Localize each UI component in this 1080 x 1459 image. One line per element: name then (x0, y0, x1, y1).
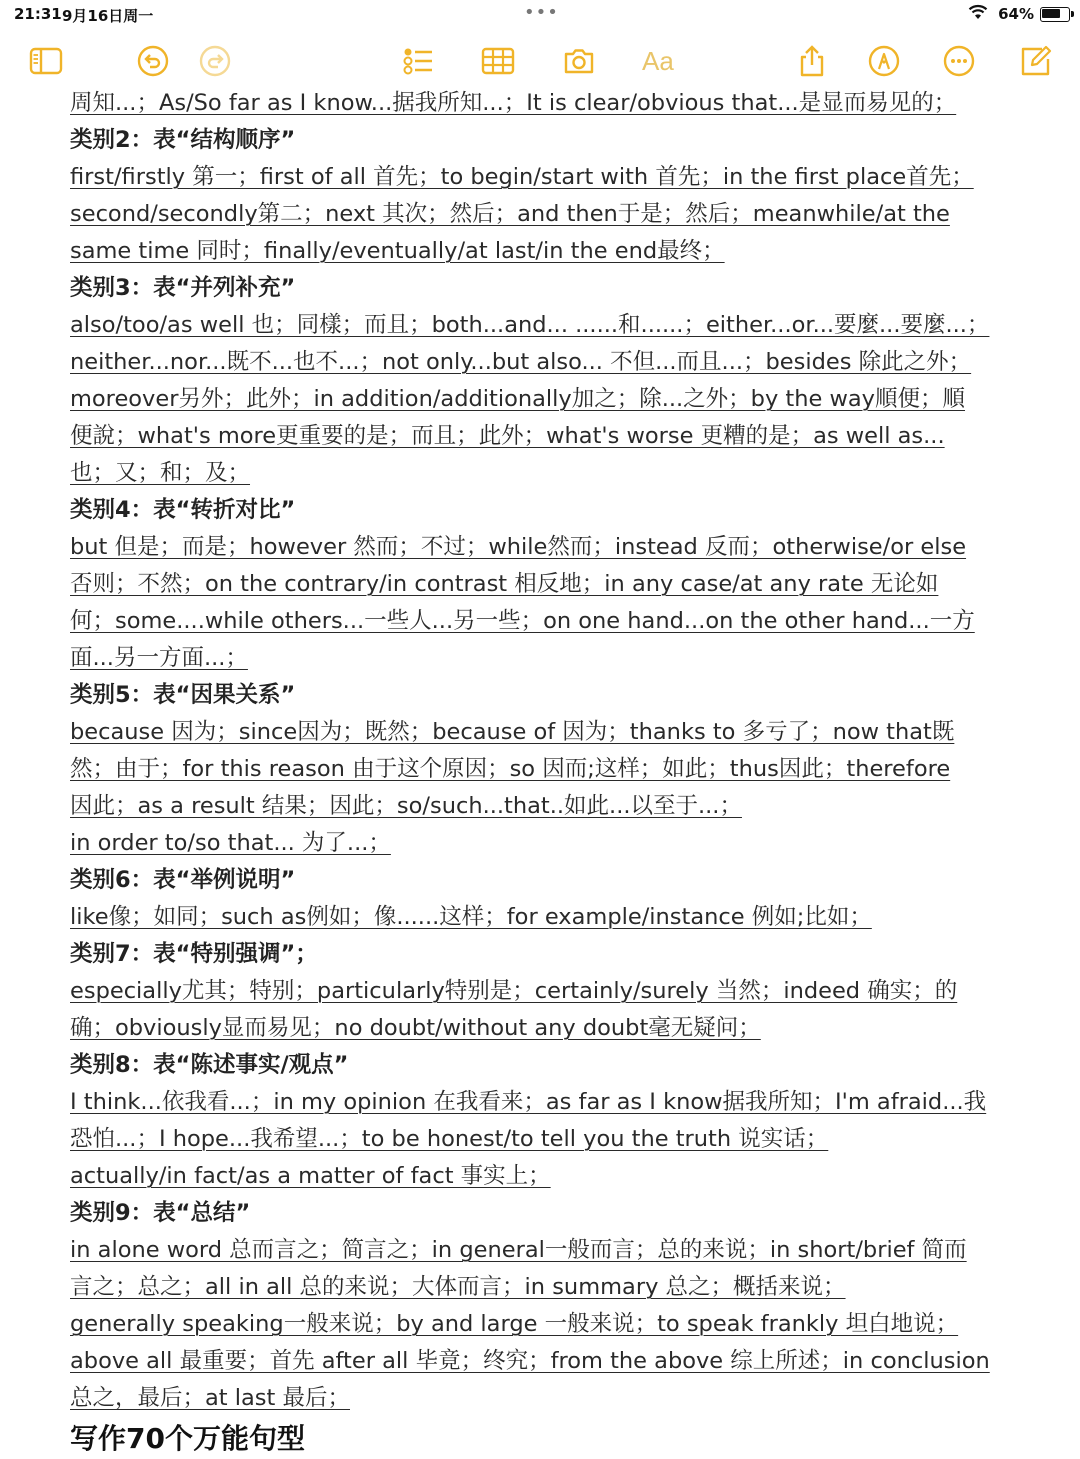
note-line: actually/in fact/as a matter of fact 事实上； (70, 1163, 551, 1189)
status-time: 21:31 (14, 5, 62, 23)
redo-icon[interactable] (198, 44, 232, 78)
note-line: 否则；不然；on the contrary/in contrast 相反地；in any case/at any rate 无论如 (70, 571, 939, 597)
note-line: moreover另外；此外；in addition/additionally加之；除...之外；by the way順便；順 (70, 386, 966, 412)
markup-pen-icon[interactable] (867, 44, 901, 78)
battery-percent: 64% (998, 5, 1034, 23)
status-bar (0, 0, 1080, 28)
category-heading: 类别8：表“陈述事实/观点” (70, 1052, 349, 1078)
note-line: also/too/as well 也；同樣；而且；both...and... ......和......；either...or...要麼...要麼...； (70, 312, 990, 338)
note-body[interactable] (70, 85, 1020, 1459)
sidebar-toggle-icon[interactable] (29, 44, 63, 78)
text-format-icon[interactable]: Aa (642, 46, 674, 76)
camera-icon[interactable] (562, 44, 596, 78)
note-line: second/secondly第二；next 其次；然后；and then于是；然后；meanwhile/at the (70, 201, 950, 227)
battery-icon (1040, 7, 1070, 22)
note-line: especially尤其；特别；particularly特别是；certainly/surely 当然；indeed 确实；的 (70, 978, 958, 1004)
note-line: 言之；总之；all in all 总的来说；大体而言；in summary 总之；概括来说； (70, 1274, 846, 1300)
category-heading: 类别3：表“并列补充” (70, 275, 296, 301)
more-options-icon[interactable] (942, 44, 976, 78)
category-heading: 类别9：表“总结” (70, 1200, 251, 1226)
compose-icon[interactable] (1018, 44, 1052, 78)
category-heading: 类别2：表“结构顺序” (70, 127, 296, 153)
note-line: because 因为；since因为；既然；because of 因为；thanks to 多亏了；now that既 (70, 719, 955, 745)
table-icon[interactable] (481, 44, 515, 78)
note-line: 面...另一方面...； (70, 645, 248, 671)
note-line: 周知...；As/So far as I know...据我所知...；It is clear/obvious that...是显而易见的； (70, 90, 957, 116)
note-line: like像；如同；such as例如；像......这样；for example/instance 例如;比如； (70, 904, 872, 930)
multitasking-dots-icon[interactable]: ••• (524, 2, 559, 23)
note-line: neither...nor...既不...也不...；not only...but also... 不但...而且...；besides 除此之外； (70, 349, 972, 375)
checklist-icon[interactable] (401, 44, 435, 78)
notes-toolbar (0, 36, 1080, 84)
note-line: same time 同时；finally/eventually/at last/in the end最终； (70, 238, 725, 264)
note-line: 何；some....while others...一些人...另一些；on one hand...on the other hand...一方 (70, 608, 975, 634)
undo-icon[interactable] (136, 44, 170, 78)
note-line: but 但是；而是；however 然而；不过；while然而；instead 反而；otherwise/or else (70, 534, 967, 560)
note-line: 便說；what's more更重要的是；而且；此外；what's worse 更糟的是；as well as... (70, 423, 945, 449)
note-line: generally speaking一般来说；by and large 一般来说；to speak frankly 坦白地说； (70, 1311, 959, 1337)
note-line: in order to/so that... 为了...； (70, 830, 391, 856)
wifi-icon (968, 3, 988, 21)
category-heading: 类别7：表“特别强调”； (70, 941, 318, 967)
share-icon[interactable] (795, 44, 829, 78)
note-line: 恐怕...；I hope...我希望...；to be honest/to tell you the truth 说实话； (70, 1126, 829, 1152)
note-line: 因此；as a result 结果；因此；so/such...that..如此...以至于...； (70, 793, 742, 819)
category-heading: 类别6：表“举例说明” (70, 867, 296, 893)
note-line: first/firstly 第一；first of all 首先；to begin/start with 首先；in the first place首先； (70, 164, 974, 190)
category-heading: 类别4：表“转折对比” (70, 497, 296, 523)
status-date: 9月16日周一 (62, 7, 154, 25)
note-line: above all 最重要；首先 after all 毕竟；终究；from the above 综上所述；in conclusion (70, 1348, 990, 1374)
category-heading: 类别5：表“因果关系” (70, 682, 296, 708)
note-line: 确；obviously显而易见；no doubt/without any doubt毫无疑问； (70, 1015, 761, 1041)
note-line: 然；由于；for this reason 由于这个原因；so 因而;这样；如此；thus因此；therefore (70, 756, 951, 782)
note-line: in alone word 总而言之；简言之；in general一般而言；总的来说；in short/brief 简而 (70, 1237, 967, 1263)
note-line: 总之，最后；at last 最后； (70, 1385, 350, 1411)
section-title: 写作70个万能句型 (70, 1422, 305, 1455)
note-line: 也；又；和；及； (70, 460, 251, 486)
note-line: I think...依我看...；in my opinion 在我看来；as far as I know据我所知；I'm afraid...我 (70, 1089, 987, 1115)
